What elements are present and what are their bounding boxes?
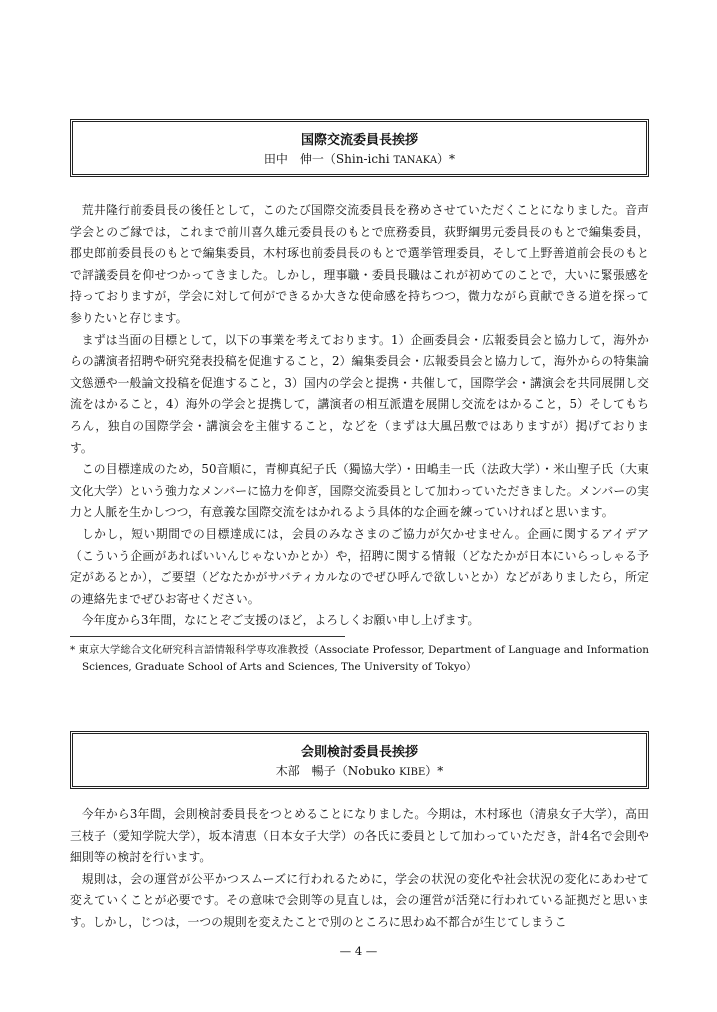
section2-paragraph: 規則は，会の運営が公平かつスムーズに行われるために，学会の状況の変化や社会状況の変化にあわせて変えていくことが必要です。その意味で会則等の見直しは，会の運営が活発に行われている証拠だと思います。しかし，じつは，一つの規則を変えたことで別のところに思わぬ不都合が生じてしまうこ [70,871,649,929]
section1-title: 国際交流委員長挨拶 [300,133,418,148]
section2-body [70,804,649,934]
section1-paragraph: この目標達成のため，50音順に，青柳真紀子氏（獨協大学）・田嶋圭一氏（法政大学）・米山聖子氏（大東文化大学）という強力なメンバーに協力を仰ぎ，国際交流委員として加わっていただきました。メンバーの実力と人脈を生かしつつ，有意義な国際交流をはかれるよう具体的な企画を練っていければと思います。 [70,462,649,520]
section2-author-name: 木部 暢子（Nobuko [275,764,400,778]
section2-title-box [70,731,649,789]
section1-author-tail: ）* [437,152,456,166]
section1-title-box [70,119,649,177]
section1-body [70,200,649,632]
section2-author [73,762,646,782]
section1-paragraph: 今年度から3年間，なにとぞご支援のほど，よろしくお願い申し上げます。 [81,613,480,628]
section2-paragraph: 今年から3年間，会則検討委員長をつとめることになりました。今期は，木村琢也（清泉女子大学），高田三枝子（愛知学院大学），坂本清恵（日本女子大学）の各氏に委員として加わっていただき，計4名で会則や細則等の検討を行います。 [70,807,649,865]
section1-author-name: 田中 伸一（Shin-ichi [263,152,394,166]
section2-author-tail: ）* [425,764,444,778]
section1-footnote: * 東京大学総合文化研究科言語情報科学専攻准教授（Associate Professor, Department of Language and Information Sciences, Graduate School of Arts and Sciences, The University of Tokyo） [70,644,649,673]
section1-author-family: TANAKA [393,155,438,166]
section1-author [73,150,646,170]
section1-paragraph: まずは当面の目標として，以下の事業を考えております。1）企画委員会・広報委員会と協力して，海外からの講演者招聘や研究発表投稿を促進すること，2）編集委員会・広報委員会と協力して，海外からの特集論文慫慂や一般論文投稿を促進すること，3）国内の学会と提携・共催して，国際学会・講演会を共同展開し交流をはかること，4）海外の学会と提携して，講演者の相互派遣を展開し交流をはかること，5）そしてもちろん，独自の国際学会・講演会を主催すること，などを（まずは大風呂敷ではありますが）掲げております。 [70,332,649,455]
footnote-rule [70,636,345,637]
section1-paragraph: 荒井隆行前委員長の後任として，このたび国際交流委員長を務めさせていただくことになりました。音声学会とのご縁では，これまで前川喜久雄元委員長のもとで庶務委員，荻野綱男元委員長のもとで編集委員，郡史郎前委員長のもとで編集委員，木村琢也前委員長のもとで選挙管理委員，そして上野善道前会長のもとで評議委員を仰せつかってきました。しかし，理事職・委員長職はこれが初めてのことで，大いに緊張感を持っておりますが，学会に対して何ができるか大きな使命感を持ちつつ，微力ながら貢献できる道を探って参りたいと存じます。 [70,203,649,325]
page-number: — 4 — [339,944,378,958]
section2-title: 会則検討委員長挨拶 [300,745,418,760]
section1-paragraph: しかし，短い期間での目標達成には，会員のみなさまのご協力が欠かせません。企画に関するアイデア（こういう企画があればいいんじゃないかとか）や，招聘に関する情報（どなたかが日本にいらっしゃる予定があるとか），ご要望（どなたかがサバティカルなのでぜひ呼んで欲しいとか）などがありましたら，所定の連絡先までぜひお寄せください。 [70,526,649,606]
section2-author-family: KIBE [399,767,426,778]
